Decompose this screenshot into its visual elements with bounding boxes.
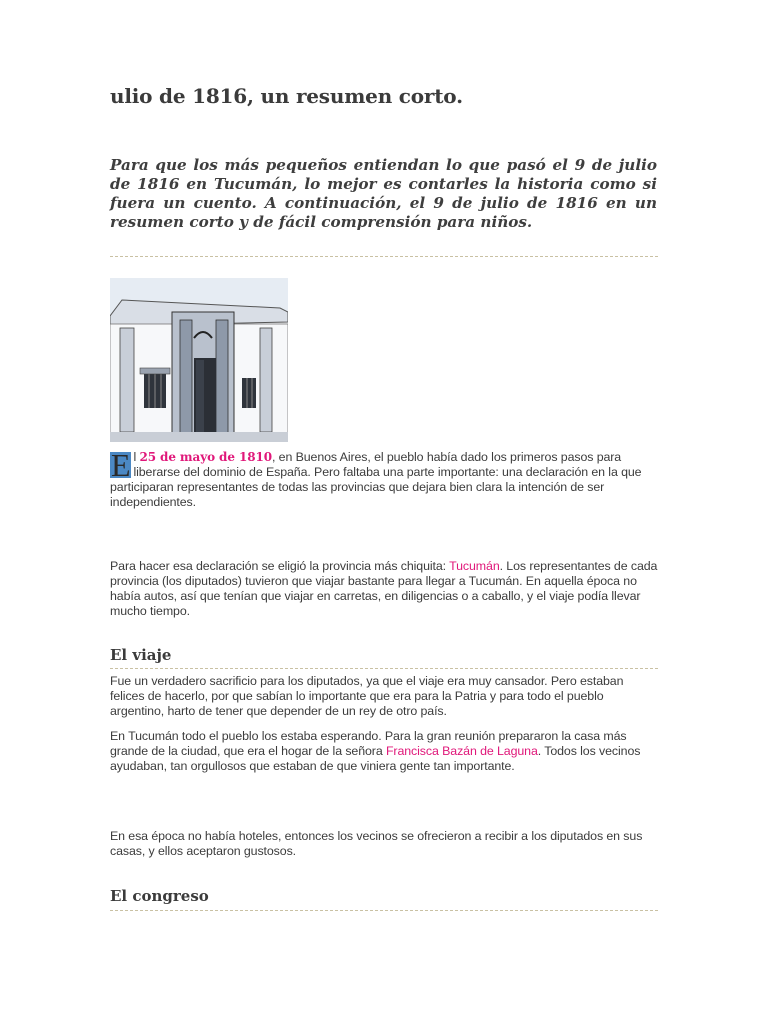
section-heading-congreso: El congreso <box>110 887 209 905</box>
paragraph-3: Fue un verdadero sacrificio para los diputados, ya que el viaje era muy cansador. Pero estaban felices de hacerlo, por que sabían lo importante que era para la Patria y para todo el pueblo argentino, harto de tener que depender de un rey de otro país. <box>110 674 624 718</box>
drop-cap: E <box>111 447 131 483</box>
paragraph-5: En esa época no había hoteles, entonces los vecinos se ofrecieron a recibir a los diputados en sus casas, y ellos aceptaron gustosos. <box>110 829 643 858</box>
divider <box>110 910 658 911</box>
paragraph-2: Para hacer esa declaración se eligió la provincia más chiquita: Tucumán. Los representantes de cada provincia (los diputados) tuvieron que viajar bastante para llegar a Tucumán. En aquella época no había autos, así que tenían que viajar en carretas, en diligencias o a caballo, y el viaje podía llevar mucho tiempo. <box>110 559 658 618</box>
intro-paragraph: Para que los más pequeños entiendan lo que pasó el 9 de julio de 1816 en Tucumán, lo mejor es contarles la historia como si fuera un cuento. A continuación, el 9 de julio de 1816 en un resumen corto y de fácil comprensión para niños. <box>110 156 657 231</box>
divider <box>110 256 658 257</box>
paragraph-1: E l 25 de mayo de 1810, en Buenos Aires, el pueblo había dado los primeros pasos para liberarse del dominio de España. Pero faltaba una parte importante: una declaración en la que participaran representantes de todas las provincias que dejara bien clara la intención de ser independientes. <box>110 447 642 509</box>
francisca-link[interactable]: Francisca Bazán de Laguna <box>385 744 538 758</box>
casa-historica-image <box>110 278 288 442</box>
section-heading-viaje: El viaje <box>110 646 172 664</box>
divider <box>110 668 658 669</box>
page-title: ulio de 1816, un resumen corto. <box>110 84 463 108</box>
date-link[interactable]: 25 de mayo de 1810 <box>139 450 272 464</box>
tucuman-link[interactable]: Tucumán <box>449 559 500 573</box>
paragraph-4: En Tucumán todo el pueblo los estaba esperando. Para la gran reunión prepararon la casa más grande de la ciudad, que era el hogar de la señora Francisca Bazán de Laguna. Todos los vecinos ayudaban, tan orgullosos que estaban de que viniera gente tan importante. <box>110 729 641 773</box>
